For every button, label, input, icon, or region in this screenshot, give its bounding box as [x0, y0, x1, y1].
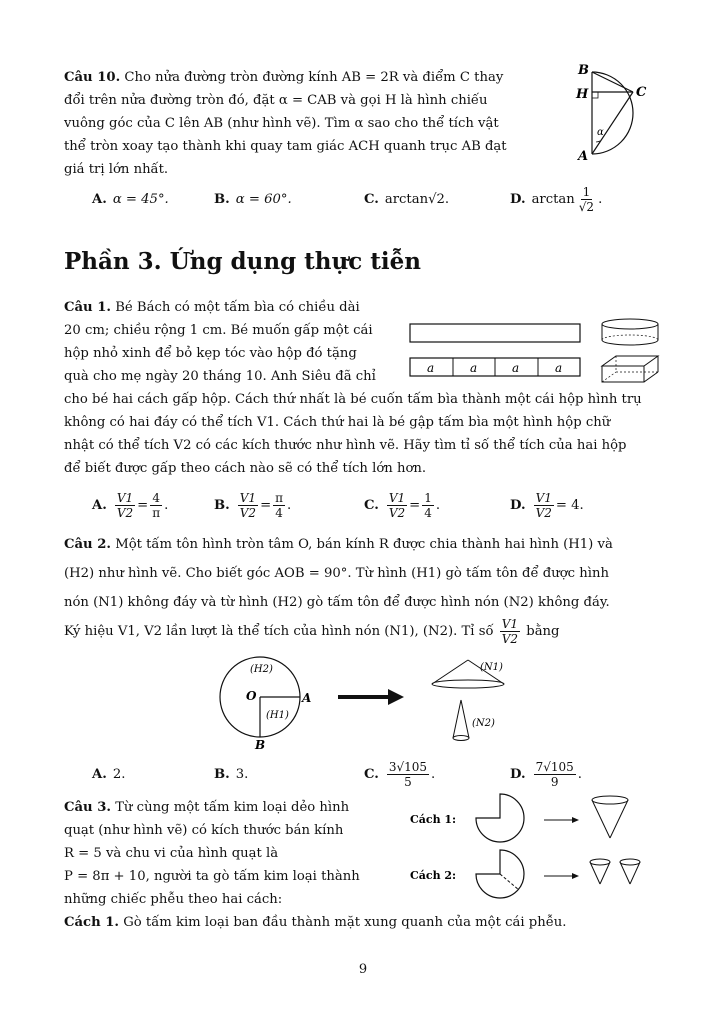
- text-line: Một tấm tôn hình tròn tâm O, bán kính R được chia thành hai hình (H1) và: [115, 537, 613, 552]
- label-n2: (N2): [472, 718, 495, 729]
- label-a: A: [578, 149, 589, 164]
- option-d: D. $\frac{7√105}{9}$ .: [510, 759, 582, 789]
- question-1-options: [64, 488, 664, 522]
- text-line: P = 8π + 10, người ta gò tấm kim loại thành: [64, 869, 360, 884]
- text-line: giá trị lớn nhất.: [64, 162, 169, 177]
- label-h: H: [576, 87, 589, 102]
- funnel-figure: [404, 790, 666, 906]
- question-label: Câu 2.: [64, 537, 111, 552]
- side-label: a: [470, 361, 478, 375]
- text-line: hộp nhỏ xinh để bỏ kẹp tóc vào hộp đó tặng: [64, 346, 357, 361]
- fraction: $\frac{1}{√2}$: [578, 184, 595, 214]
- question-label: Câu 1.: [64, 300, 111, 315]
- text-line: không có hai đáy có thể tích V1. Cách thứ hai là bé gập tấm bìa một hình hộp chữ: [64, 415, 611, 430]
- label-n1: (N1): [480, 662, 503, 673]
- text-line: quạt (như hình vẽ) có kích thước bán kính: [64, 823, 344, 838]
- semicircle-figure: [572, 62, 662, 164]
- label-alpha: α: [597, 127, 604, 138]
- text-line: vuông góc của C lên AB (như hình vẽ). Tìm α sao cho thể tích vật: [64, 116, 499, 131]
- section-title: Phần 3. Ứng dụng thực tiễn: [64, 248, 421, 275]
- text-line: nhật có thể tích V2 có các kích thước như hình vẽ. Hãy tìm tỉ số thể tích của hai hộp: [64, 438, 627, 453]
- option-d: D. $\frac{V1}{V2}$ = 4.: [510, 490, 584, 520]
- question-2: Câu 2. Một tấm tôn hình tròn tâm O, bán kính R được chia thành hai hình (H1) và (H2) như hình vẽ. Cho biết góc AOB = 90°. Từ hình (H1) gò tấm tôn để được hình nón (N1) không đáy và từ hình (H2) gò tấm tôn để được hình nón (N2) không đáy. Ký hiệu V1, V2 lần lượt là thể tích của hình nón (N1), (N2). Tỉ số $\frac{V1}{V2}$ bằng: [64, 530, 664, 646]
- option-b: B. 3.: [214, 766, 249, 782]
- question-2-options: [64, 754, 664, 794]
- cach-1-paragraph: Cách 1. Gò tấm kim loại ban đầu thành mặt xung quanh của một cái phễu.: [64, 915, 567, 930]
- option-c: C. $\frac{V1}{V2}$ = $\frac{1}{4}$ .: [364, 490, 441, 520]
- label-h1: (H1): [266, 710, 289, 721]
- option-b: B. $\frac{V1}{V2}$ = $\frac{\pi}{4}$ .: [214, 490, 292, 520]
- text-line: R = 5 và chu vi của hình quạt là: [64, 846, 279, 861]
- option-a: A. α = 45°.: [92, 191, 169, 207]
- text-line: 20 cm; chiều rộng 1 cm. Bé muốn gấp một cái: [64, 323, 373, 338]
- question-1-top: [64, 296, 394, 388]
- question-1-body: [64, 388, 664, 480]
- label-b: B: [578, 63, 589, 78]
- text-line: đổi trên nửa đường tròn đó, đặt α = CAB và gọi H là hình chiếu: [64, 93, 488, 108]
- label-b: B: [255, 738, 266, 752]
- cach-2-label: Cách 2:: [410, 869, 457, 882]
- label-c: C: [636, 85, 647, 100]
- text-line: quà cho mẹ ngày 20 tháng 10. Anh Siêu đã chỉ: [64, 369, 376, 384]
- option-d: D. arctan $\frac{1}{√2}$ .: [510, 184, 603, 214]
- paper-box-figure: [408, 314, 666, 386]
- text-line: để biết được gấp theo cách nào sẽ có thể tích lớn hơn.: [64, 461, 427, 476]
- side-label: a: [555, 361, 563, 375]
- text-line: Từ cùng một tấm kim loại dẻo hình: [115, 800, 350, 815]
- side-label: a: [427, 361, 435, 375]
- text-line: cho bé hai cách gấp hộp. Cách thứ nhất là bé cuốn tấm bìa thành một cái hộp hình trụ: [64, 392, 642, 407]
- cach-1-label: Cách 1:: [410, 813, 457, 826]
- label-h2: (H2): [250, 664, 273, 675]
- side-label: a: [512, 361, 520, 375]
- option-b: B. α = 60°.: [214, 191, 292, 207]
- ratio-fraction: $\frac{V1}{V2}$: [501, 617, 519, 646]
- text-line: nón (N1) không đáy và từ hình (H2) gò tấm tôn để được hình nón (N2) không đáy.: [64, 595, 610, 610]
- option-c: C. arctan√2.: [364, 191, 450, 207]
- text-line: những chiếc phễu theo hai cách:: [64, 892, 283, 907]
- option-a: A. 2.: [92, 766, 126, 782]
- option-a: A. $\frac{V1}{V2}$ = $\frac{4}{\pi}$ .: [92, 490, 169, 520]
- text-line: thể tròn xoay tạo thành khi quay tam giác ACH quanh trục AB đạt: [64, 139, 507, 154]
- text-line: Bé Bách có một tấm bìa có chiều dài: [115, 300, 360, 315]
- text-line: (H2) như hình vẽ. Cho biết góc AOB = 90°. Từ hình (H1) gò tấm tôn để được hình: [64, 566, 609, 581]
- question-10: [64, 66, 550, 181]
- question-3: [64, 796, 380, 911]
- page-number: 9: [358, 962, 368, 977]
- text-line: Cho nửa đường tròn đường kính AB = 2R và điểm C thay: [124, 70, 504, 85]
- label-o: O: [246, 689, 257, 703]
- text-line: Ký hiệu V1, V2 lần lượt là thể tích của hình nón (N1), (N2). Tỉ số: [64, 624, 494, 639]
- label-a: A: [302, 691, 312, 705]
- question-10-options: [64, 182, 664, 216]
- option-c: C. $\frac{3√105}{5}$ .: [364, 759, 436, 789]
- question-label: Câu 10.: [64, 70, 121, 85]
- circle-cones-figure: [218, 652, 528, 754]
- question-label: Câu 3.: [64, 800, 111, 815]
